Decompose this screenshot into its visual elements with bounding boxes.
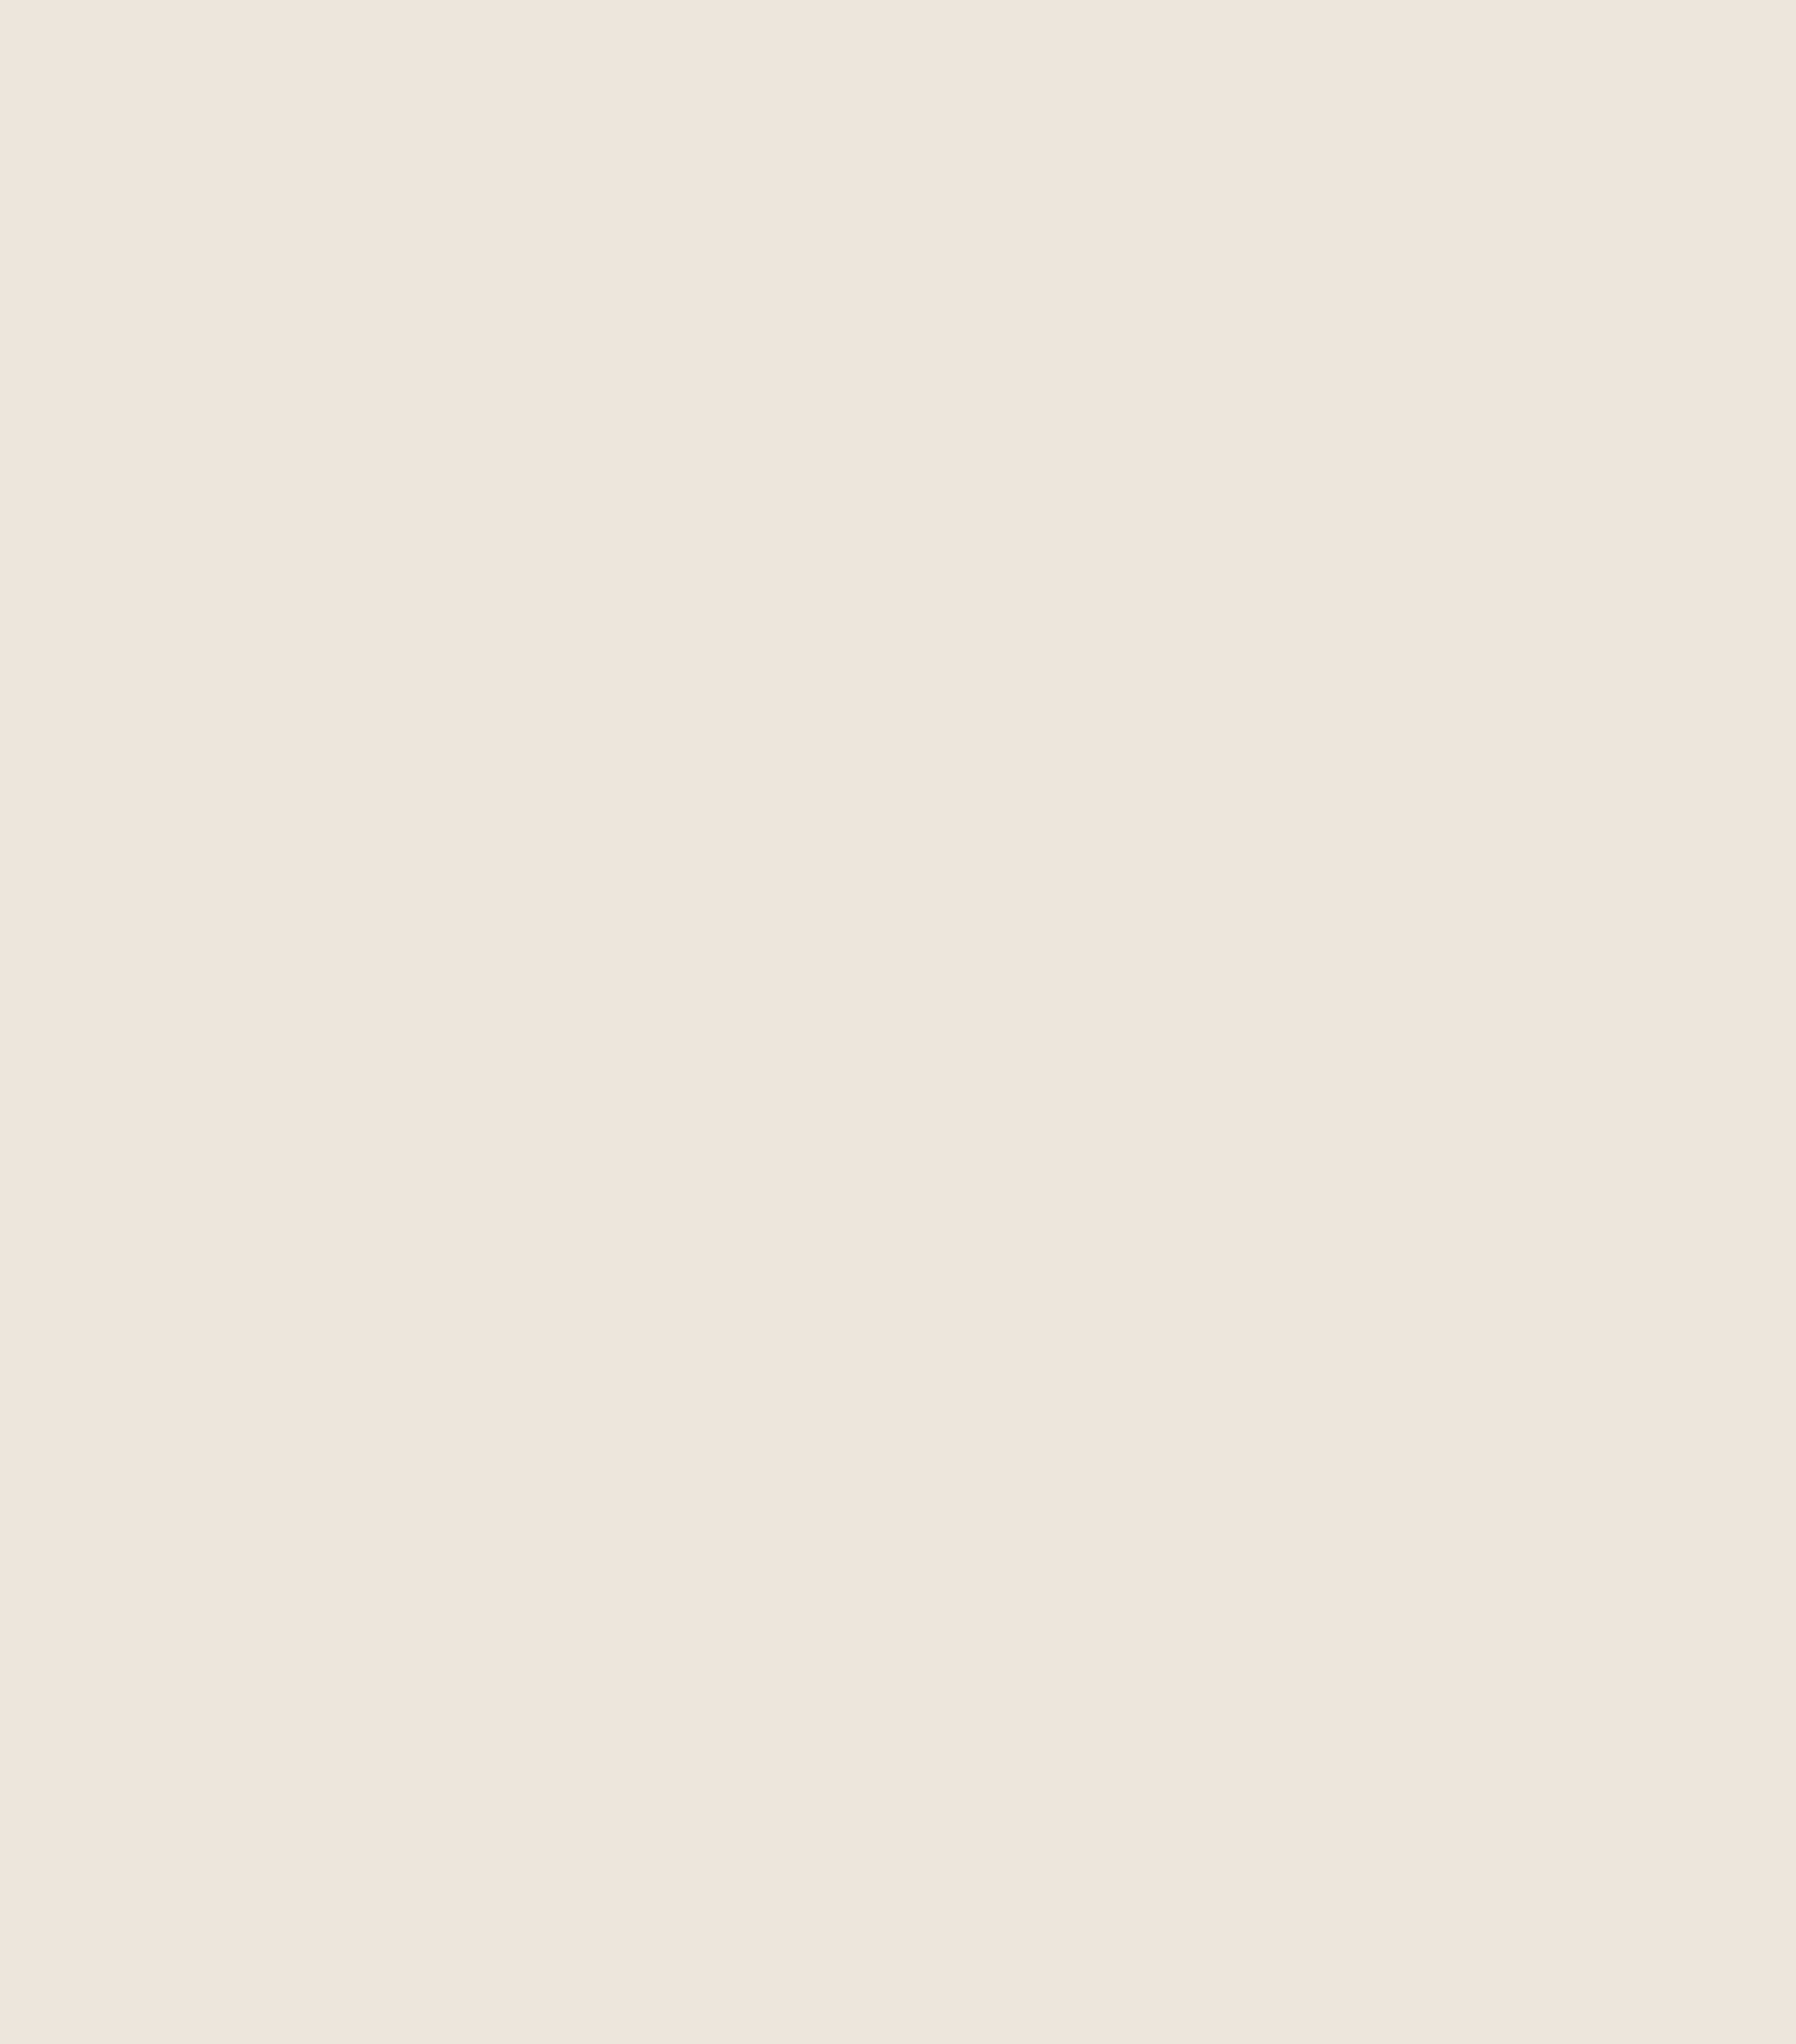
newspaper-page (25, 16, 1771, 2044)
